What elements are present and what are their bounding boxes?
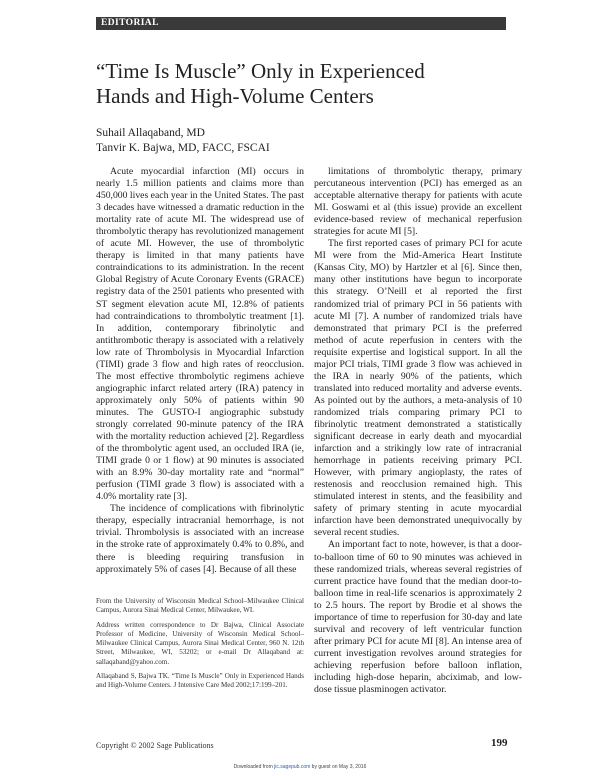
page-number: 199: [491, 737, 508, 749]
body-paragraph: The incidence of complications with fibrinolytic therapy, especially intracranial hemorrhage, is not trivial. Thrombolysis is associated with an increase in the stroke rate of approximately 0.4% to 0.8%, and there is bleeding requiring transfusion in approximately 5% of cases [4]. Because of all these: [96, 503, 304, 575]
author-list: [96, 126, 270, 156]
title-line-2: Hands and High-Volume Centers: [96, 84, 374, 108]
body-paragraph: An important fact to note, however, is that a door-to-balloon time of 60 to 90 minutes was achieved in these randomized trials, whereas several registries of current practice have found that the median door-to-balloon time in real-life scenarios is approximately 2 to 2.5 hours. The report by Brodie et al shows the importance of time to reperfusion for 30-day and late survival and recovery of left ventricular function after primary PCI for acute MI [8]. An intense area of current investigation revolves around strategies for achieving reperfusion before balloon inflation, including high-dose heparin, abciximab, and low-dose tissue plasminogen activator.: [314, 539, 522, 696]
citation-note: Allaqaband S, Bajwa TK. “Time Is Muscle” Only in Experienced Hands and High-Volume Centers. J Intensive Care Med 2002;17:199–201.: [96, 672, 304, 690]
body-column-left: [96, 166, 304, 576]
article-title: [96, 59, 516, 109]
author-name: Suhail Allaqaband, MD: [96, 127, 205, 139]
body-paragraph: The first reported cases of primary PCI for acute MI were from the Mid-America Heart Institute (Kansas City, MO) by Hartzler et al [6]. Since then, many other institutions have begun to incorporate this strategy. O’Neill et al reported the first randomized trial of primary PCI in 56 patients with acute MI [7]. A number of randomized trials have demonstrated that primary PCI is the preferred method of acute reperfusion in centers with the requisite expertise and logistical support. In all the major PCI trials, TIMI grade 3 flow was achieved in the IRA in nearly 90% of the patients, which translated into reduced mortality and adverse events. As pointed out by the authors, a meta-analysis of 10 randomized trials comparing primary PCI to fibrinolytic treatment demonstrated a statistically significant decrease in early death and myocardial infarction and a strikingly low rate of intracranial hemorrhage in patients receiving primary PCI. However, with primary angioplasty, the rates of restenosis and reocclusion remained high. This stimulated interest in stents, and the feasibility and safety of primary stenting in acute myocardial infarction have been demonstrated unequivocally by several recent studies.: [314, 238, 522, 539]
copyright-notice: Copyright © 2002 Sage Publications: [96, 741, 214, 750]
section-banner: EDITORIAL: [96, 17, 506, 30]
affiliation-note: From the University of Wisconsin Medical School–Milwaukee Clinical Campus, Aurora Sinai Medical Center, Milwaukee, WI.: [96, 597, 304, 615]
author-name: Tanvir K. Bajwa, MD, FACC, FSCAI: [96, 142, 270, 154]
correspondence-note: Address written correspondence to Dr Bajwa, Clinical Associate Professor of Medicine, University of Wisconsin Medical School–Milwaukee Clinical Campus, Aurora Sinai Medical Center, 960 N. 12th Street, Milwaukee, WI, 53202; or e-mail Dr Allaqaband at: sallaqaband@yahoo.com.: [96, 620, 304, 666]
body-column-right: [314, 166, 522, 696]
download-link[interactable]: jic.sagepub.com: [274, 764, 311, 770]
body-paragraph: Acute myocardial infarction (MI) occurs in nearly 1.5 million patients and claims more than 450,000 lives each year in the United States. The past 3 decades have witnessed a dramatic reduction in the mortality rate of acute MI. The widespread use of thrombolytic therapy has revolutionized management of acute MI. However, the use of thrombolytic therapy is limited in that many patients have contraindications to its administration. In the recent Global Registry of Acute Coronary Events (GRACE) registry data of the 2501 patients who presented with ST segment elevation acute MI, 12.8% of patients had contraindications to thrombolytic treatment [1]. In addition, contemporary fibrinolytic and antithrombotic therapy is associated with a relatively low rate of Thrombolysis in Myocardial Infarction (TIMI) grade 3 flow and high rates of reocclusion. The most effective thrombolytic regimens achieve angiographic infarct related artery (IRA) patency in approximately only 50% of patients within 90 minutes. The GUSTO-I angiographic substudy strongly correlated 90-minute patency of the IRA with the mortality reduction achieved [2]. Regardless of the thrombolytic agent used, an occluded IRA (ie, TIMI grade 0 or 1 flow) at 90 minutes is associated with an 8.9% 30-day mortality rate and “normal” perfusion (TIMI grade 3 flow) is associated with a 4.0% mortality rate [3].: [96, 166, 304, 503]
title-line-1: “Time Is Muscle” Only in Experienced: [96, 59, 425, 83]
author-notes: [96, 597, 304, 696]
download-suffix: by guest on May 3, 2016: [310, 764, 367, 770]
download-notice: [0, 764, 600, 770]
download-prefix: Downloaded from: [233, 764, 275, 770]
body-paragraph: limitations of thrombolytic therapy, primary percutaneous intervention (PCI) has emerged as an acceptable alternative therapy for patients with acute MI. Goswami et al (this issue) provide an excellent evidence-based review of mechanical reperfusion strategies for acute MI [5].: [314, 166, 522, 238]
